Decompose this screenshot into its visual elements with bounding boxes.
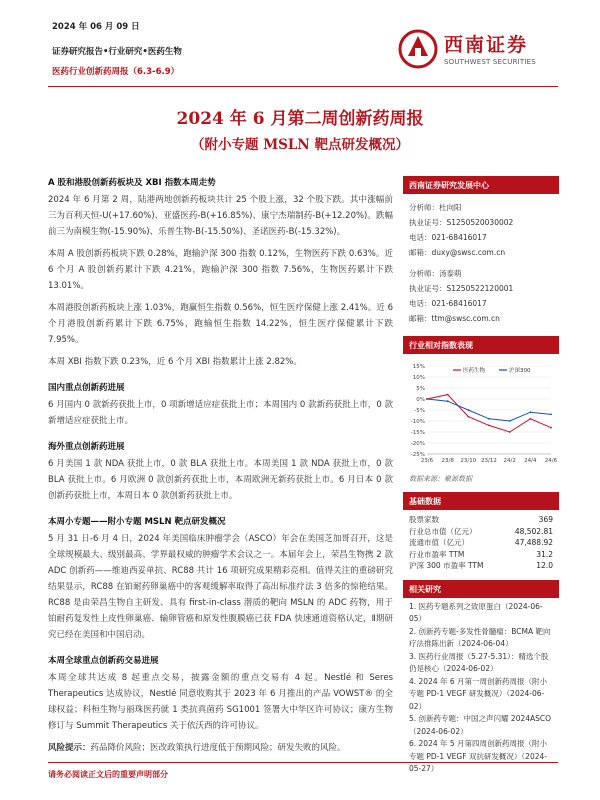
paragraph: 6 月美国 1 款 NDA 获批上市，0 款 BLA 获批上市。本周美国 1 款 NDA 获批上市，0 款 BLA 获批上市。6 月欧洲 0 款创新药获批上市，本周欧洲无新药获批上市。6 月日本 0 款创新药获批上市，本周日本 0 款创新药获批上市。 xyxy=(48,459,393,501)
x-tick-label: 23/10 xyxy=(460,458,477,464)
paragraph: 本周港股创新药板块上涨 1.03%，跑赢恒生指数 0.56%，恒生医疗保健上涨 2.41%。近 6 个月港股创新药累计下跌 6.75%，跑输恒生指数 14.22%，恒生医疗保健累计下跌 7.95%。 xyxy=(48,303,393,345)
y-tick-label: -10% xyxy=(410,419,425,425)
key-data-row: 沪深 300 市盈率 TTM 12.0 xyxy=(409,561,553,570)
report-header xyxy=(48,18,558,88)
risk-text: 药品降价风险；医改政策执行进度低于预期风险；研发失败的风险。 xyxy=(90,743,346,753)
analyst-license: 执业证号：S1250522120001 xyxy=(409,284,514,293)
x-tick-label: 24/4 xyxy=(524,458,537,464)
related-item[interactable]: 3. 医药行业周报（5.27-5.31）：精选个股仍是核心（2024-06-02） xyxy=(409,651,549,673)
logo-name-cn: 西南证券 xyxy=(444,34,529,56)
data-point xyxy=(488,425,490,427)
data-point xyxy=(447,394,449,396)
y-tick-label: 0% xyxy=(416,397,425,403)
key-data-row: 股票家数 369 xyxy=(409,515,553,524)
data-point xyxy=(447,400,449,402)
data-point xyxy=(488,418,490,420)
report-type: 证券研究报告•行业研究•医药生物 xyxy=(52,47,182,57)
data-point xyxy=(550,427,552,429)
sidebar xyxy=(403,176,559,776)
y-tick-label: 5% xyxy=(416,386,425,392)
related-item[interactable]: 2. 创新药专题-多发性骨髓瘤：BCMA 靶向疗法推陈出新（2024-06-04） xyxy=(409,626,551,648)
data-point xyxy=(529,411,531,413)
section-heading: 海外重点创新药进展 xyxy=(48,442,125,452)
key-data-row: 行业总市值（亿元） 48,502.81 xyxy=(409,526,553,536)
risk-label: 风险提示： xyxy=(48,743,91,753)
analyst-name: 分析师：杜向阳 xyxy=(409,203,462,212)
y-tick-label: 10% xyxy=(412,375,425,381)
related-item[interactable]: 4. 2024 年 6 月第一周创新药周报（附小专题 PD-1 VEGF 研发概况）（2024-06-02） xyxy=(409,676,548,711)
data-point xyxy=(426,398,428,400)
page-title: 2024 年 6 月第二周创新药周报 xyxy=(176,109,424,129)
series-line xyxy=(427,395,551,432)
section-topic xyxy=(48,515,393,643)
section-domestic xyxy=(48,381,393,429)
y-tick-label: -15% xyxy=(410,430,425,436)
paragraph: 本周 XBI 指数下跌 0.23%，近 6 个月 XBI 指数累计上涨 2.82%。 xyxy=(48,357,302,367)
key-data-row: 流通市值（亿元） 47,488.92 xyxy=(409,538,553,547)
paragraph: 本周全球共达成 8 起重点交易，披露金额的重点交易有 4 起。Nestlé 和 Seres Therapeutics 达成协议，Nestlé 同意收购其于 2023 年 6 月推出的产品 VOWST® 的全球权益；科桓生物与丽珠医药就 1 类抗真菌药 SG1001 签署大中华区许可协议；康方生物修订与 Summit Therapeutics 关于依沃西的许可协议。 xyxy=(48,673,393,731)
related-title: 相关研究 xyxy=(403,580,559,598)
analyst-license: 执业证号：S1250520030002 xyxy=(409,218,514,227)
section-deals xyxy=(48,654,393,734)
data-point xyxy=(509,431,511,433)
risk-warning xyxy=(48,740,393,756)
x-tick-label: 23/8 xyxy=(441,458,454,464)
report-date: 2024 年 06 月 09 日 xyxy=(52,22,140,32)
team-title: 西南证券研究发展中心 xyxy=(403,176,559,194)
chart-title: 行业相对指数表现 xyxy=(403,336,559,354)
paragraph: 6 月国内 0 款新药获批上市，0 项新增适应症获批上市；本周国内 0 款新药获批上市，0 款新增适应症获批上市。 xyxy=(48,400,393,426)
data-point xyxy=(467,416,469,418)
main-content xyxy=(48,176,393,756)
x-tick-label: 24/6 xyxy=(544,458,558,464)
related-list xyxy=(403,598,559,776)
paragraph: 5 月 31 日-6 月 4 日，2024 年美国临床肿瘤学会（ASCO）年会在美国芝加哥召开，这是全球规模最大、级别最高、学界最权威的肿瘤学术会议之一。本届年会上，荣昌生物携 2 款 ADC 创新药——维迪西妥单抗、RC88 共计 16 项研究成果精彩亮相。值得关注的重磅研究结果显示，RC88 在铂耐药卵巢癌中的客观缓解率取得了高出标准疗法 3 倍多的惊艳结果。RC88 是由荣昌生物自主研发、具有 first-in-class 潜质的靶向 MSLN 的 ADC 药物，用于铂耐药复发性上皮性卵巢癌、输卵管癌和原发性腹膜癌已获 FDA 快速通道资格认定，Ⅱ期研究已经在美国和中国启动。 xyxy=(48,534,393,640)
y-tick-label: -20% xyxy=(410,441,425,447)
key-data-table xyxy=(403,510,559,572)
logo-emblem-icon xyxy=(398,28,438,70)
data-point xyxy=(529,418,531,420)
key-data-title: 基础数据 xyxy=(403,492,559,510)
section-heading: 国内重点创新药进展 xyxy=(48,383,125,393)
y-tick-label: 15% xyxy=(412,364,425,370)
data-point xyxy=(509,420,511,422)
analyst-email[interactable]: 邮箱：ttm@swsc.com.cn xyxy=(409,314,500,323)
related-item[interactable]: 6. 2024 年 5 月第四周创新药周报（附小专题 PD-1 VEGF 双抗研发概况）（2024-05-27） xyxy=(409,739,548,773)
analyst-email[interactable]: 邮箱：duxy@swsc.com.cn xyxy=(409,248,506,257)
header-divider xyxy=(48,86,558,87)
analyst-phone: 电话：021-68416017 xyxy=(409,233,487,242)
section-market xyxy=(48,176,393,370)
data-point xyxy=(550,414,552,416)
paragraph: 本周 A 股创新药板块下跌 0.28%，跑输沪深 300 指数 0.12%，生物医药下跌 0.63%。近 6 个月 A 股创新药累计下跌 4.21%，跑输沪深 300 指数 7.56%，生物医药累计下跌 13.01%。 xyxy=(48,249,393,291)
related-item[interactable]: 1. 医药专题系列之致原蛋白（2024-06-05） xyxy=(409,601,543,623)
company-logo xyxy=(398,26,558,76)
section-heading: 本周小专题——附小专题 MSLN 靶点研发概况 xyxy=(48,517,226,527)
page-subtitle: （附小专题 MSLN 靶点研发概况） xyxy=(191,137,409,153)
x-tick-label: 24/2 xyxy=(503,458,516,464)
logo-name-en: SOUTHWEST SECURITIES xyxy=(444,58,536,66)
index-chart xyxy=(403,358,559,472)
y-tick-label: -25% xyxy=(410,452,425,458)
section-heading: A 股和港股创新药板块及 XBI 指数本周走势 xyxy=(48,178,216,188)
key-data-row: 行业市盈率 TTM 31.2 xyxy=(409,549,553,559)
analyst-block xyxy=(403,194,559,326)
footer-divider xyxy=(48,762,558,763)
analyst-name: 分析师：汤泰萌 xyxy=(409,269,462,278)
related-item[interactable]: 5. 创新药专题：中国之声闪耀 2024ASCO（2024-06-02） xyxy=(409,714,552,736)
data-point xyxy=(467,409,469,411)
legend-label: 沪深300 xyxy=(509,368,531,374)
footer-disclaimer: 请务必阅读正文后的重要声明部分 xyxy=(48,770,168,779)
legend-label: 医药生物 xyxy=(463,368,486,374)
chart-source: 数据来源：聚源数据 xyxy=(409,475,472,483)
relative-index-chart xyxy=(403,358,559,472)
analyst-phone: 电话：021-68416017 xyxy=(409,299,487,308)
x-tick-label: 23/6 xyxy=(420,458,434,464)
paragraph: 2024 年 6 月第 2 周，陆港两地创新药板块共计 25 个股上涨，32 个股下跌。其中涨幅前三为百利天恒-U(+17.60%)、亚盛医药-B(+16.85%)、康宁杰瑞制药-B(+12.20%)。跌幅前三为南模生物(-15.90%)、乐普生物-B(-15.50%)、圣诺医药-B(-15.32%)。 xyxy=(48,195,393,237)
section-overseas xyxy=(48,440,393,504)
x-tick-label: 23/12 xyxy=(481,458,497,464)
y-tick-label: -5% xyxy=(414,408,425,414)
section-heading: 本周全球重点创新药交易进展 xyxy=(48,656,159,666)
report-series: 医药行业创新药周报（6.3-6.9） xyxy=(52,67,180,77)
